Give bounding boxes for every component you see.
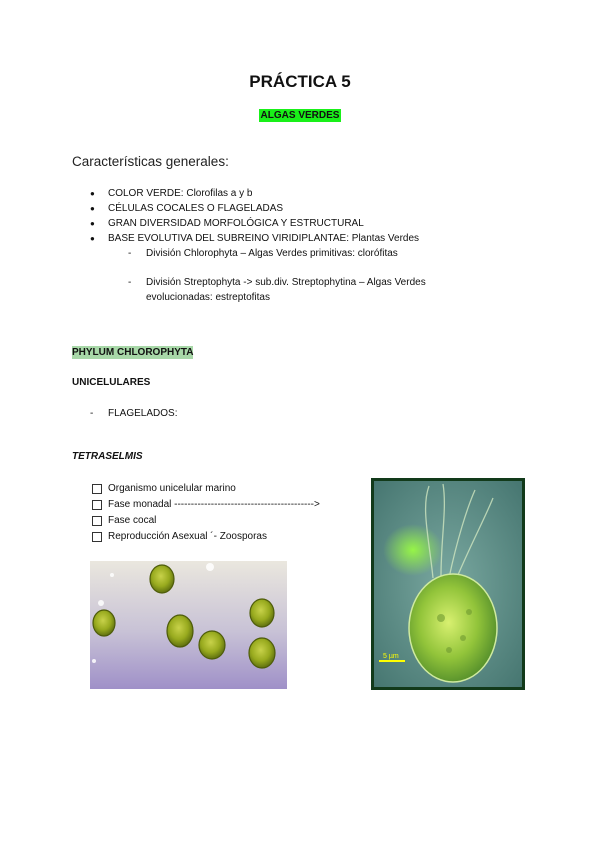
sub-item-text: División Chlorophyta – Algas Verdes primitivas: clorófitas xyxy=(146,248,398,259)
sub-item-streptophyta xyxy=(128,275,508,307)
sub-item-text-continued: evolucionadas: estreptofitas xyxy=(146,292,270,303)
sub-item-text: División Streptophyta -> sub.div. Streptophytina – Algas Verdes xyxy=(146,277,426,288)
subsection-heading: UNICELULARES xyxy=(72,377,151,388)
list-item: ● BASE EVOLUTIVA DEL SUBREINO VIRIDIPLANTAE: Plantas Verdes xyxy=(90,231,419,246)
page-title: PRÁCTICA 5 xyxy=(249,72,351,91)
section-highlight: PHYLUM CHLOROPHYTA xyxy=(72,347,194,358)
checkbox-icon xyxy=(92,532,102,542)
checklist-item xyxy=(92,497,320,513)
characteristics-list xyxy=(90,186,419,246)
scale-bar xyxy=(379,660,405,662)
intro-heading: Características generales: xyxy=(72,154,229,169)
checklist-text: Organismo unicelular marino xyxy=(108,483,236,494)
dash-marker: - xyxy=(128,277,132,288)
checklist-text: Fase cocal xyxy=(108,515,157,526)
section-heading xyxy=(72,347,193,358)
micrograph-coccoid-cells xyxy=(90,561,287,689)
dash-marker: - xyxy=(128,248,132,259)
checklist-text: Reproducción Asexual ´- Zoosporas xyxy=(108,531,267,542)
checklist-item xyxy=(92,513,320,529)
checklist-text: Fase monadal ------------------------------------------> xyxy=(108,499,320,510)
list-item: ● CÉLULAS COCALES O FLAGELADAS xyxy=(90,201,419,216)
genus-heading: TETRASELMIS xyxy=(72,451,143,462)
page-subtitle xyxy=(0,110,600,121)
flagelados-label: FLAGELADOS: xyxy=(108,408,178,419)
checklist-item xyxy=(92,481,320,497)
scale-bar-label: 5 µm xyxy=(383,653,399,660)
subtitle-highlight: ALGAS VERDES xyxy=(260,110,340,121)
list-item: ● COLOR VERDE: Clorofilas a y b xyxy=(90,186,419,201)
dash-marker: - xyxy=(90,408,94,419)
micrograph-flagellate-cell xyxy=(371,478,525,690)
checklist-item xyxy=(92,529,320,545)
checkbox-icon xyxy=(92,500,102,510)
checkbox-icon xyxy=(92,484,102,494)
list-item: ● GRAN DIVERSIDAD MORFOLÓGICA Y ESTRUCTURAL xyxy=(90,216,419,231)
checklist xyxy=(92,481,320,545)
checkbox-icon xyxy=(92,516,102,526)
